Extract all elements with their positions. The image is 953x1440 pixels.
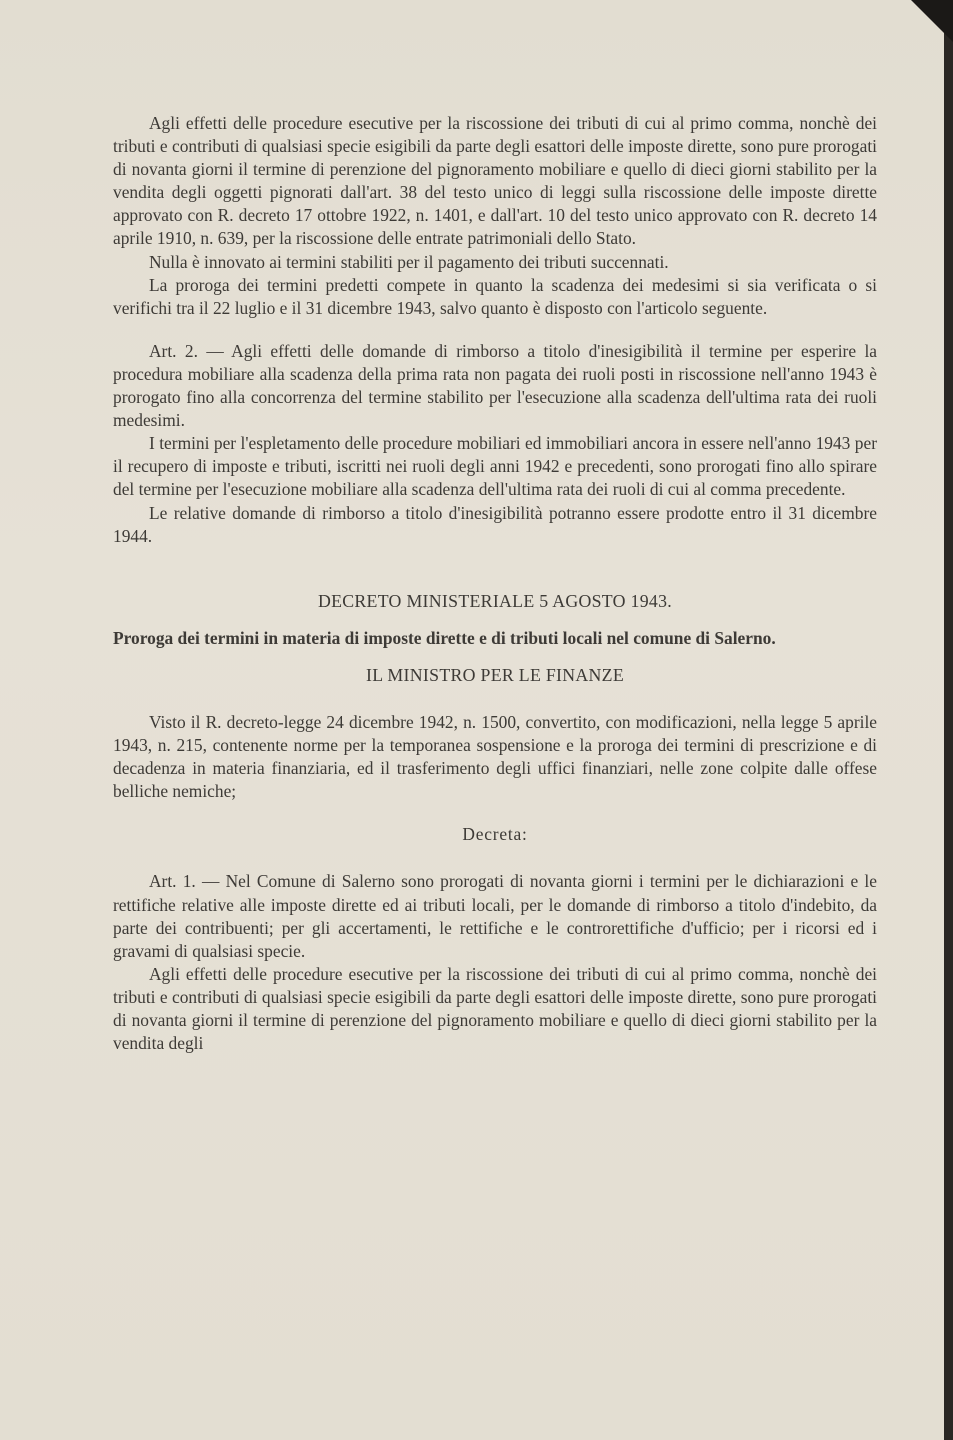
decree-subject: Proroga dei termini in materia di imposte dirette e di tributi locali nel comune di Salerno.	[113, 627, 776, 648]
paragraph: Le relative domande di rimborso a titolo d'inesigibilità potranno essere prodotte entro il 31 dicembre 1944.	[113, 502, 877, 546]
paragraph: Agli effetti delle procedure esecutive per la riscossione dei tributi di cui al primo comma, nonchè dei tributi e contributi di qualsiasi specie esigibili da parte degli esattori delle imposte dirette, sono pure prorogati di novanta giorni il termine di perenzione del pignoramento mobiliare e quello di dieci giorni stabilito per la vendita degli oggetti pignorati dall'art. 38 del testo unico di leggi sulla riscossione delle imposte dirette approvato con R. decreto 17 ottobre 1922, n. 1401, e dall'art. 10 del testo unico approvato con R. decreto 14 aprile 1910, n. 639, per la riscossione delle entrate patrimoniali dello Stato.	[113, 113, 877, 249]
preamble-paragraph: Visto il R. decreto-legge 24 dicembre 1942, n. 1500, convertito, con modificazioni, nella legge 5 aprile 1943, n. 215, contenente norme per la temporanea sospensione e la proroga dei termini di prescrizione e di decadenza in materia finanziaria, ed il trasferimento degli uffici finanziari, nelle zone colpite dalle offese belliche nemiche;	[113, 711, 877, 802]
decree-title: DECRETO MINISTERIALE 5 AGOSTO 1943.	[317, 590, 673, 611]
article-2-paragraph: Art. 2. — Agli effetti delle domande di rimborso a titolo d'inesigibilità il termine per esperire la procedura mobiliare alla scadenza della prima rata non pagata dei ruoli posti in riscossione nell'anno 1943 è prorogato fino alla concorrenza del termine stabilito per l'esecuzione alla scadenza dell'ultima rata dei ruoli medesimi.	[113, 340, 877, 431]
minister-heading: IL MINISTRO PER LE FINANZE	[365, 664, 625, 685]
paragraph: La proroga dei termini predetti compete in quanto la scadenza dei medesimi si sia verificata o si verifichi tra il 22 luglio e il 31 dicembre 1943, salvo quanto è disposto con l'articolo seguente.	[113, 274, 877, 318]
article-1-paragraph: Art. 1. — Nel Comune di Salerno sono prorogati di novanta giorni i termini per le dichiarazioni e le rettifiche relative alle imposte dirette ed ai tributi locali, per le domande di rimborso a titolo d'indebito, da parte dei contribuenti; per gli accertamenti, le rettifiche e le controrettifiche d'ufficio; per i ricorsi ed i gravami di qualsiasi specie.	[113, 871, 877, 961]
paragraph: Agli effetti delle procedure esecutive per la riscossione dei tributi di cui al primo comma, nonchè dei tributi e contributi di qualsiasi specie esigibili da parte degli esattori delle imposte dirette, sono pure prorogati di novanta giorni il termine di perenzione del pignoramento mobiliare e quello di dieci giorni stabilito per la vendita degli	[113, 963, 877, 1054]
paragraph: Nulla è innovato ai termini stabiliti per il pagamento dei tributi succennati.	[149, 251, 669, 272]
page-edge	[944, 0, 953, 1440]
page-corner	[911, 0, 953, 42]
paragraph: I termini per l'espletamento delle procedure mobiliari ed immobiliari ancora in essere nell'anno 1943 per il recupero di imposte e tributi, iscritti nei ruoli degli anni 1942 e precedenti, sono prorogati fino allo spirare del termine per l'esecuzione mobiliare alla scadenza dell'ultima rata dei ruoli di cui al comma precedente.	[113, 433, 877, 500]
page-content	[113, 112, 877, 1055]
decreta-heading: Decreta:	[462, 824, 528, 845]
